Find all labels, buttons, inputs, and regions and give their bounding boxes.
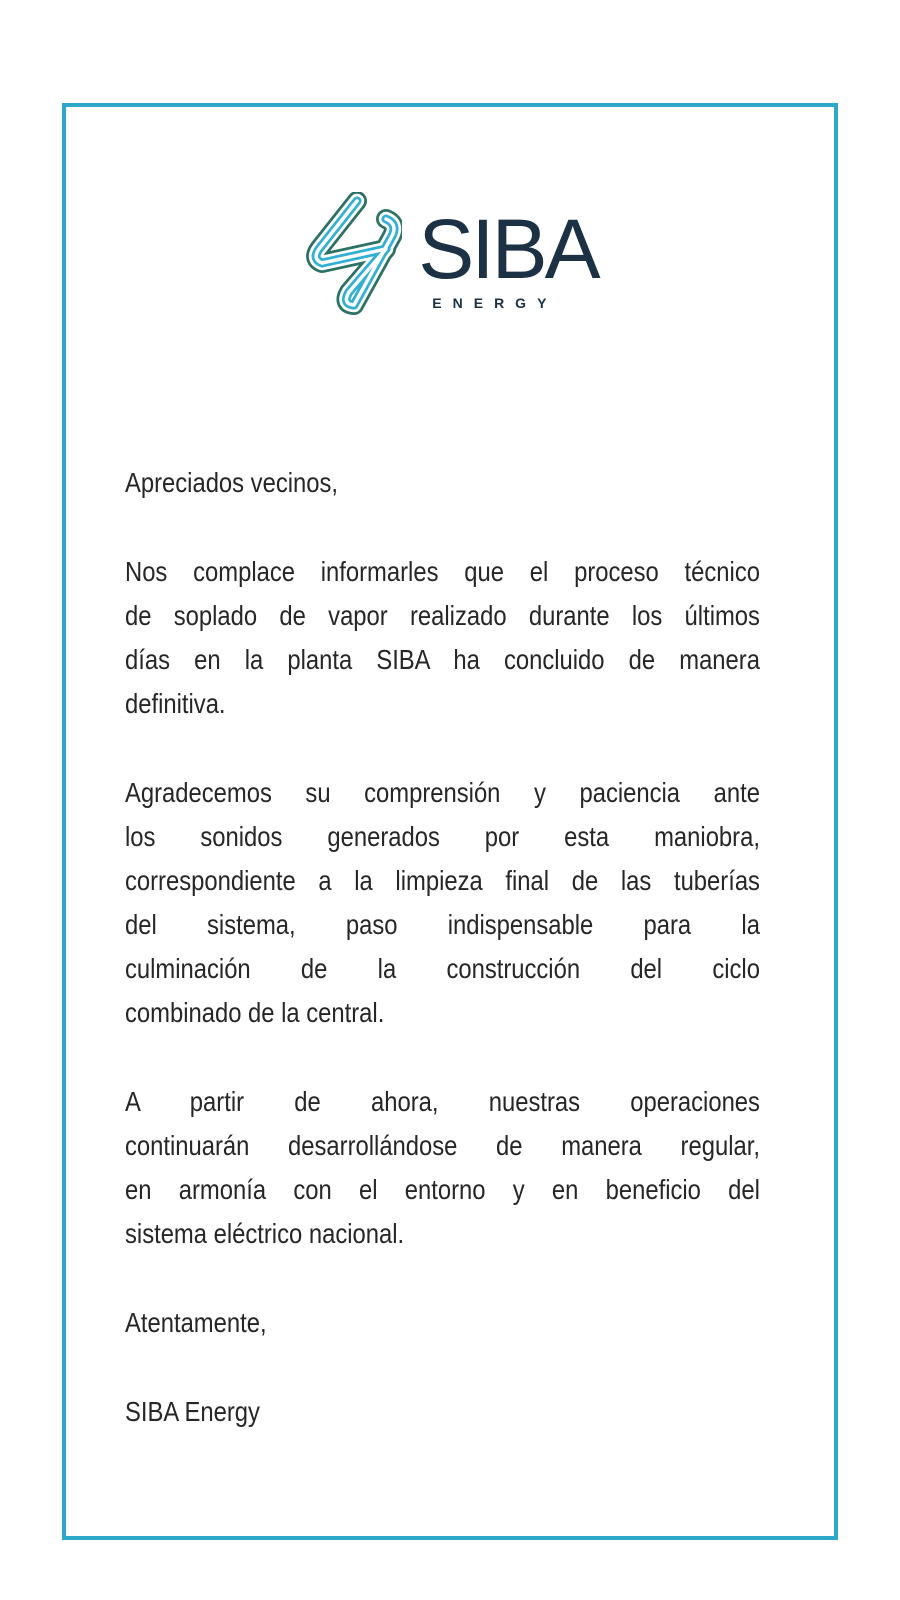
letter-line: culminación de la construcción del ciclo bbox=[125, 953, 760, 984]
letter-line: A partir de ahora, nuestras operaciones bbox=[125, 1086, 760, 1117]
letter-content bbox=[125, 461, 834, 1434]
brand-tagline: ENERGY bbox=[432, 295, 558, 312]
paragraph bbox=[125, 1080, 760, 1256]
letter-body bbox=[125, 461, 760, 1434]
letter-line: correspondiente a la limpieza final de las tuberías bbox=[125, 865, 760, 896]
brand-logo bbox=[66, 192, 834, 322]
letter-line: Agradecemos su comprensión y paciencia ante bbox=[125, 777, 760, 808]
letter-line: definitiva. bbox=[125, 688, 226, 719]
paragraph bbox=[125, 771, 760, 1035]
signature-line: SIBA Energy bbox=[125, 1396, 260, 1427]
letter-line: días en la planta SIBA ha concluido de manera bbox=[125, 644, 760, 675]
letter-line: Nos complace informarles que el proceso técnico bbox=[125, 556, 760, 587]
letter-line: de soplado de vapor realizado durante los últimos bbox=[125, 600, 760, 631]
brand-name: SIBA bbox=[418, 201, 598, 296]
letter-line: del sistema, paso indispensable para la bbox=[125, 909, 760, 940]
letter-line: sistema eléctrico nacional. bbox=[125, 1218, 405, 1249]
closing-line: Atentamente, bbox=[125, 1307, 267, 1338]
letter-line: los sonidos generados por esta maniobra, bbox=[125, 821, 760, 852]
paragraph bbox=[125, 550, 760, 726]
letter-line: en armonía con el entorno y en beneficio del bbox=[125, 1174, 760, 1205]
letter-frame bbox=[62, 103, 838, 1540]
lightning-bolt-icon bbox=[302, 192, 402, 322]
greeting-line: Apreciados vecinos, bbox=[125, 467, 338, 498]
closing bbox=[125, 1301, 760, 1345]
letter-line: continuarán desarrollándose de manera regular, bbox=[125, 1130, 760, 1161]
signature bbox=[125, 1390, 760, 1434]
brand-wordmark bbox=[418, 201, 598, 312]
letter-line: combinado de la central. bbox=[125, 997, 385, 1028]
greeting bbox=[125, 461, 760, 505]
